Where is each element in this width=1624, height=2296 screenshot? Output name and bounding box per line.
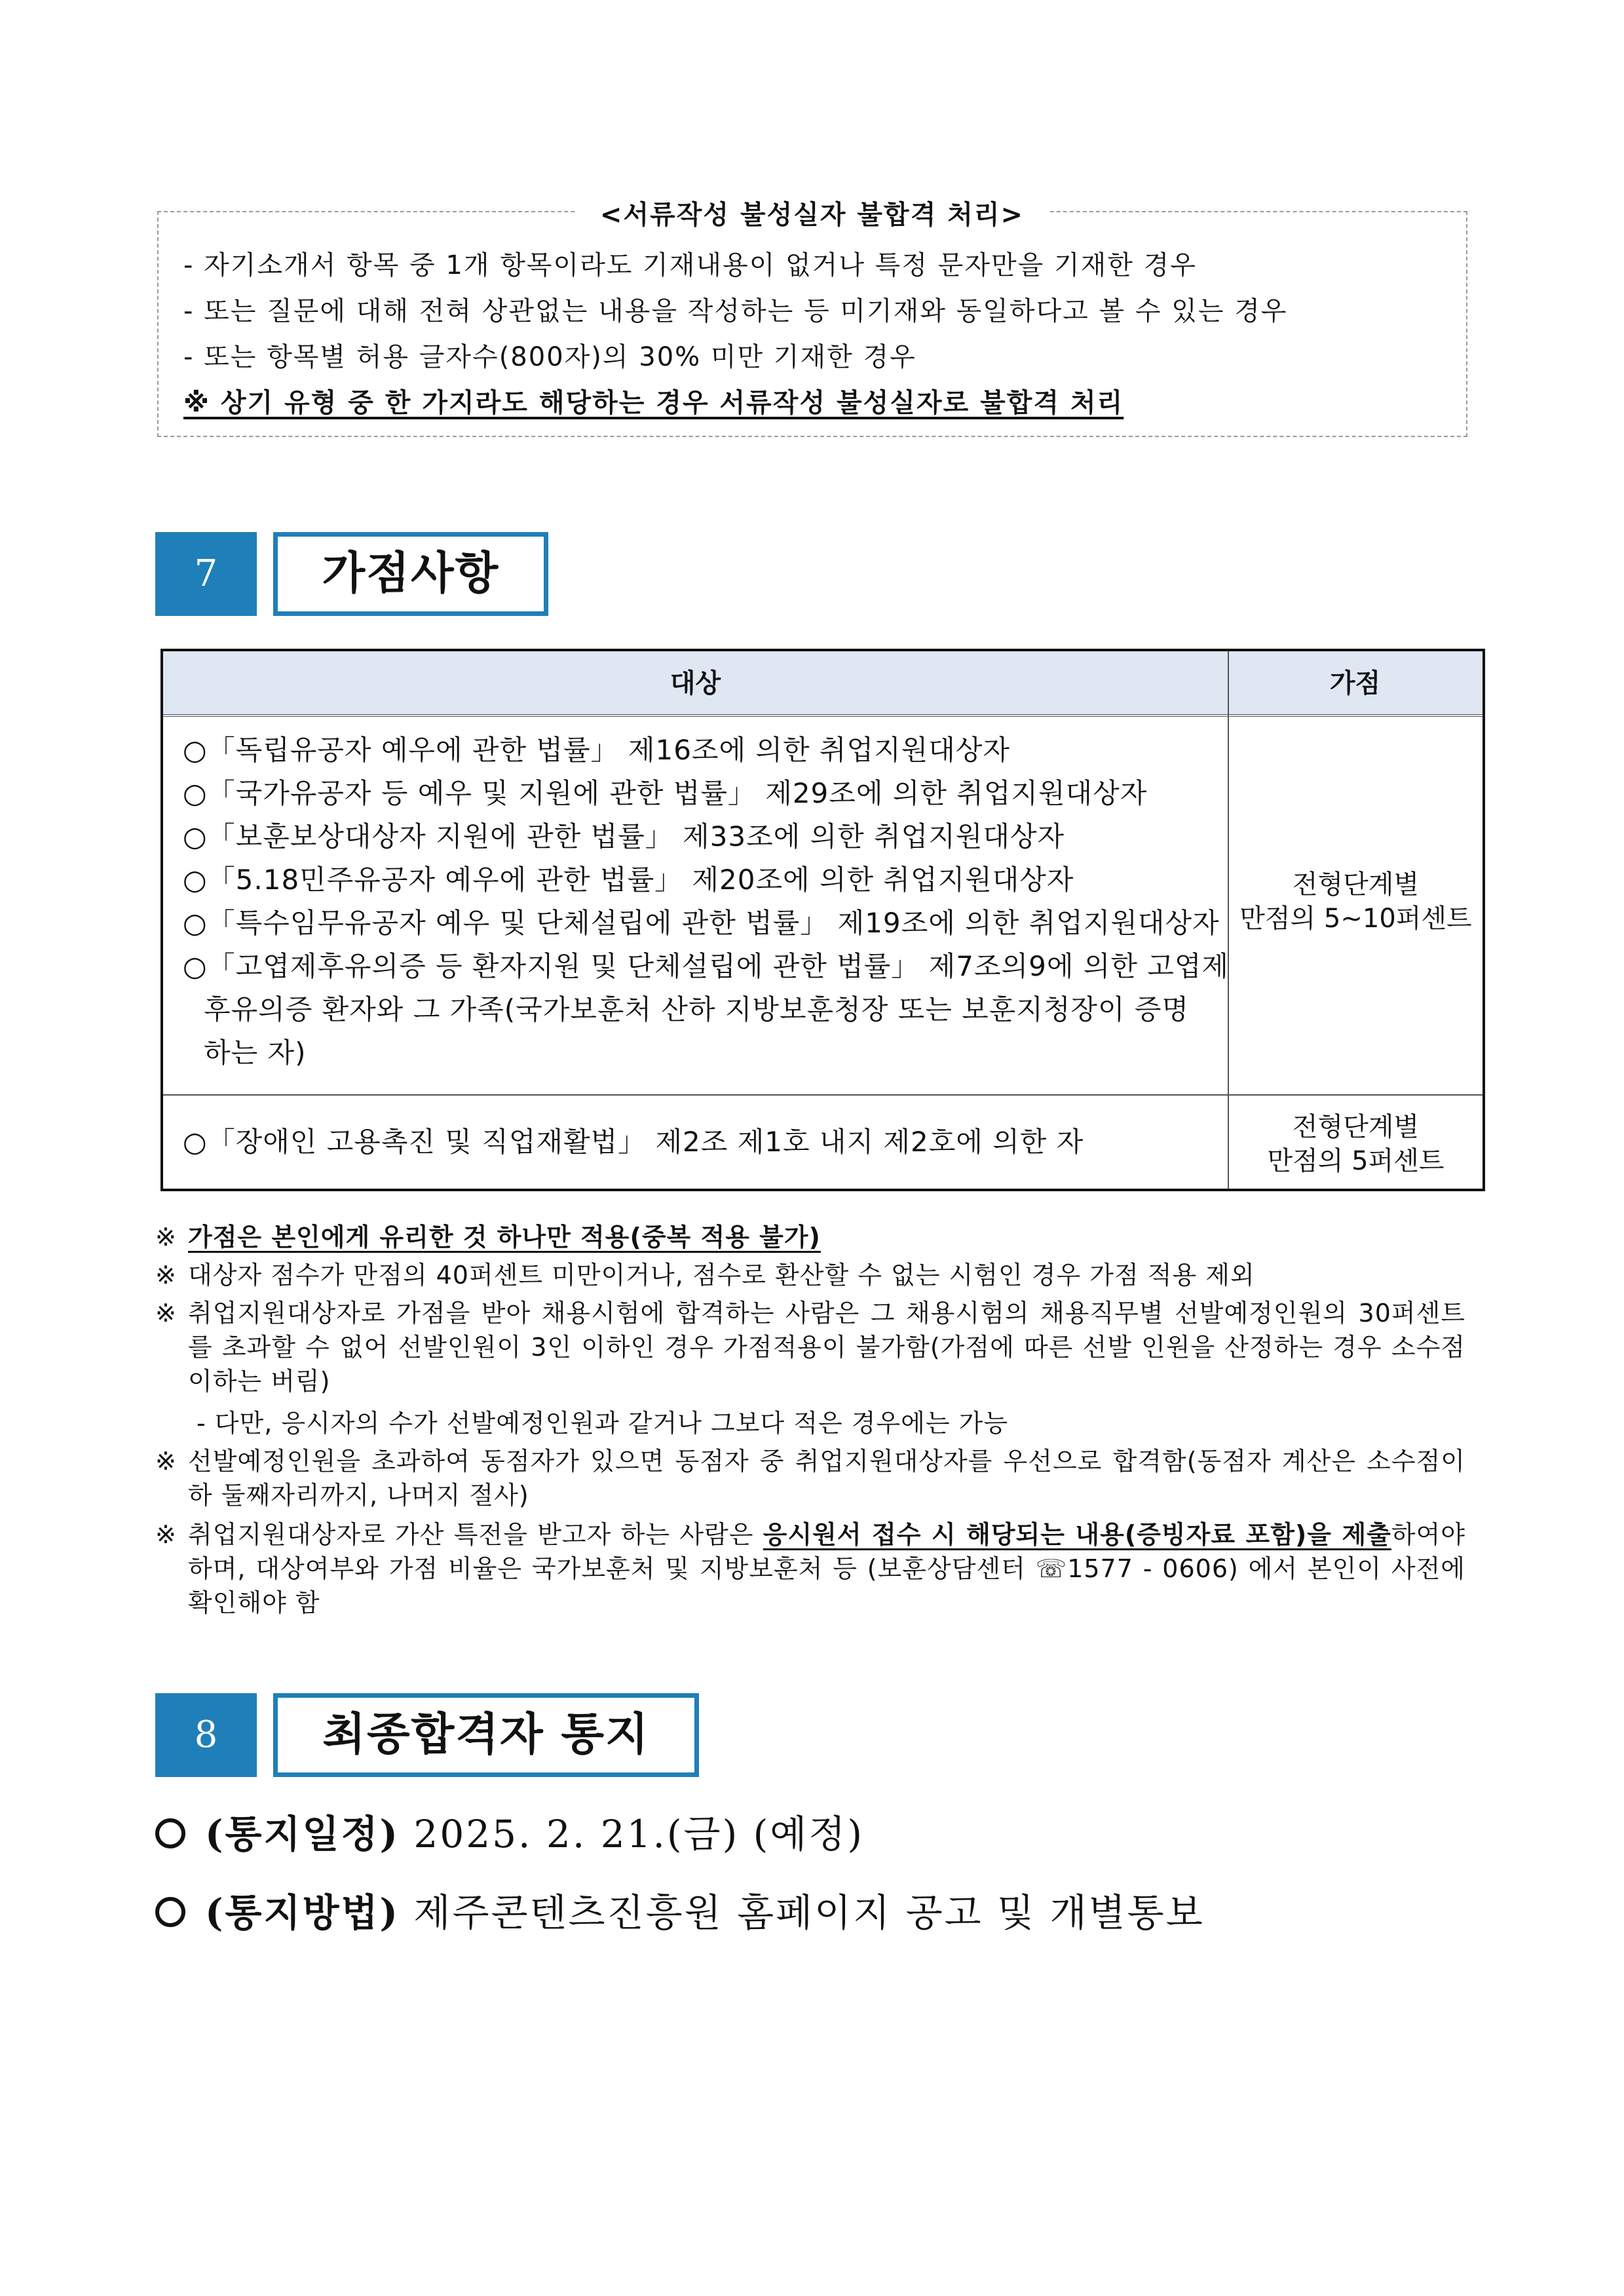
circle-bullet-icon xyxy=(155,1818,185,1848)
note-text: 취업지원대상자로 가점을 받아 채용시험에 합격하는 사람은 그 채용시험의 채용직무별 선발예정인원의 30퍼센트를 초과할 수 없어 선발인원이 3인 이하인 경우 가점적용이 불가함(가점에 따른 선발 인원을 산정하는 경우 소수점 이하는 버림) xyxy=(188,1299,1465,1396)
notify-label: (통지일정) xyxy=(205,1812,400,1856)
notice-title: <서류작성 불성실자 불합격 처리> xyxy=(0,194,1624,231)
target-item: ○「특수임무유공자 예우 및 단체설립에 관한 법률」 제19조에 의한 취업지원대상자 xyxy=(183,907,1220,939)
score-line: 만점의 5~10퍼센트 xyxy=(1239,904,1472,934)
header-divider xyxy=(163,714,1482,717)
section-7-title: 가점사항 xyxy=(273,532,548,616)
note-mark: ※ xyxy=(155,1299,177,1328)
note-5 xyxy=(155,1518,1465,1620)
note-3-sub: - 다만, 응시자의 수가 선발예정인원과 같거나 그보다 적은 경우에는 가능 xyxy=(197,1409,1009,1438)
section-8-number: 8 xyxy=(155,1693,257,1777)
row-divider xyxy=(163,1094,1482,1096)
note-text: 취업지원대상자로 가산 특전을 받고자 하는 사람은 xyxy=(188,1520,763,1549)
target-item-cont: 하는 자) xyxy=(204,1037,307,1069)
score-line: 전형단계별 xyxy=(1292,1112,1420,1142)
note-text: 하여야 하며, 대상여부와 가점 비율은 국가보훈처 및 지방보훈처 등 (보훈상담센터 ☏1577 - 0606) 에서 본인이 사전에 확인해야 함 xyxy=(188,1520,1465,1617)
score-line: 만점의 5퍼센트 xyxy=(1267,1146,1445,1176)
note-text: 대상자 점수가 만점의 40퍼센트 미만이거나, 점수로 환산할 수 없는 시험인 경우 가점 적용 제외 xyxy=(188,1261,1255,1290)
notify-schedule xyxy=(155,1803,864,1858)
note-emphasis: 응시원서 접수 시 해당되는 내용(증빙자료 포함)을 제출 xyxy=(763,1520,1391,1549)
section-7-number: 7 xyxy=(155,532,257,616)
note-3 xyxy=(155,1296,1465,1398)
note-mark: ※ xyxy=(155,1520,177,1549)
notice-line: - 또는 항목별 허용 글자수(800자)의 30% 미만 기재한 경우 xyxy=(183,342,916,372)
note-1 xyxy=(155,1220,1465,1254)
notify-text: 2025. 2. 21.(금) (예정) xyxy=(400,1812,864,1856)
note-text: 가점은 본인에게 유리한 것 하나만 적용(중복 적용 불가) xyxy=(188,1223,821,1252)
score-line: 전형단계별 xyxy=(1292,870,1420,900)
table-row-1-targets xyxy=(183,729,1229,1075)
note-mark: ※ xyxy=(155,1223,177,1252)
header-bonus: 가점 xyxy=(1329,668,1381,698)
target-item-cont: 후유의증 환자와 그 가족(국가보훈처 산하 지방보훈청장 또는 보훈지청장이 증명 xyxy=(204,993,1190,1025)
target-item: ○「독립유공자 예우에 관한 법률」 제16조에 의한 취업지원대상자 xyxy=(183,734,1010,766)
target-item: ○「국가유공자 등 예우 및 지원에 관한 법률」 제29조에 의한 취업지원대상자 xyxy=(183,777,1148,809)
note-mark: ※ xyxy=(155,1261,177,1290)
table-row-1-score xyxy=(1229,868,1482,936)
notify-method xyxy=(155,1882,1205,1937)
section-8-title: 최종합격자 통지 xyxy=(273,1693,699,1777)
notice-emphasis: ※ 상기 유형 중 한 가지라도 해당하는 경우 서류작성 불성실자로 불합격 처리 xyxy=(183,388,1124,418)
bonus-table xyxy=(161,649,1485,1191)
circle-bullet-icon xyxy=(155,1897,185,1927)
note-mark: ※ xyxy=(155,1447,177,1476)
note-4 xyxy=(155,1444,1465,1512)
notify-label: (통지방법) xyxy=(205,1890,400,1935)
table-header-row xyxy=(163,651,1482,716)
target-item: ○「보훈보상대상자 지원에 관한 법률」 제33조에 의한 취업지원대상자 xyxy=(183,820,1065,852)
notice-line: - 또는 질문에 대해 전혀 상관없는 내용을 작성하는 등 미기재와 동일하다고 볼 수 있는 경우 xyxy=(183,296,1288,326)
header-target: 대상 xyxy=(670,668,721,698)
notify-text: 제주콘텐츠진흥원 홈페이지 공고 및 개별통보 xyxy=(400,1890,1205,1935)
notice-line: - 자기소개서 항목 중 1개 항목이라도 기재내용이 없거나 특정 문자만을 기재한 경우 xyxy=(183,250,1197,280)
table-row-2-score xyxy=(1229,1110,1482,1178)
target-item: ○「5.18민주유공자 예우에 관한 법률」 제20조에 의한 취업지원대상자 xyxy=(183,864,1074,896)
target-item: ○「고엽제후유의증 등 환자지원 및 단체설립에 관한 법률」 제7조의9에 의한 고엽제 xyxy=(183,950,1229,982)
table-row-2-target: ○「장애인 고용촉진 및 직업재활법」 제2조 제1호 내지 제2호에 의한 자 xyxy=(183,1126,1084,1158)
note-text: 선발예정인원을 초과하여 동점자가 있으면 동점자 중 취업지원대상자를 우선으로 합격함(동점자 계산은 소수점이하 둘째자리까지, 나머지 절사) xyxy=(188,1447,1465,1510)
note-2 xyxy=(155,1258,1465,1292)
